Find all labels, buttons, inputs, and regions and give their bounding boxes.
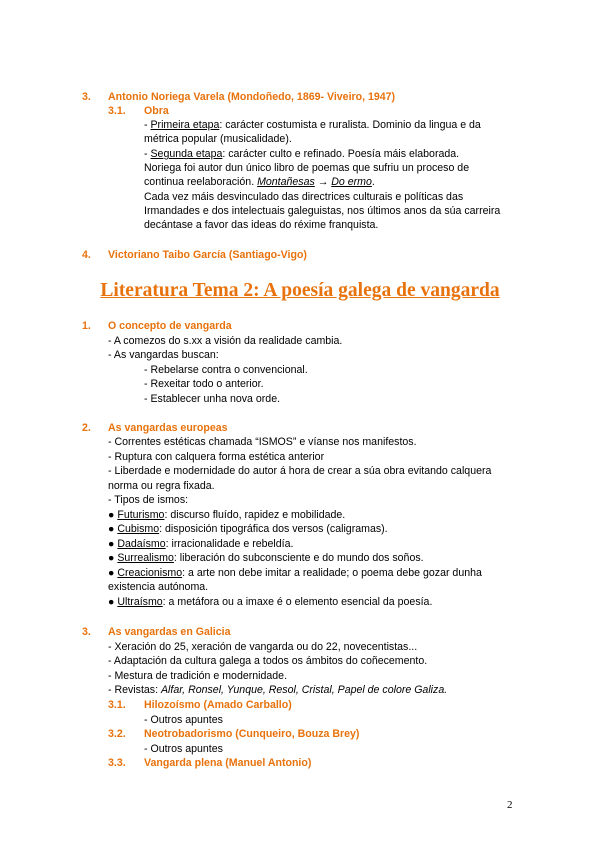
ismo-desc: : disposición tipográfica dos versos (caligramas). [159,523,388,535]
sec3-3-number: 3.3. [108,757,126,769]
sec1-bullet-2: - Rexeitar todo o anterior. [144,378,264,390]
sec2-line-3b: norma ou regra fixada. [108,480,215,492]
ismo-creacionismo [108,566,482,580]
sec2-line-2: - Ruptura con calquera forma estética anterior [108,451,325,463]
ismo-desc: : irracionalidade e rebeldía. [165,538,294,550]
noriega-line-2 [144,175,375,189]
sec1-bullet-1: - Rebelarse contra o convencional. [144,364,308,376]
sec3-2-heading: Neotrobadorismo (Cunqueiro, Bouza Brey) [144,728,360,740]
page-title: Literatura Tema 2: A poesía galega de vangarda [100,280,500,301]
sec2-heading: As vangardas europeas [108,422,228,434]
sec3-1-number: 3.1. [108,699,126,711]
noriega-text: continua reelaboración. [144,176,258,188]
ismo-futurismo [108,508,345,522]
book-montanesas: Montañesas [257,176,315,188]
ismo-name: Futurismo [117,509,165,521]
ismo-name: Ultraísmo [117,596,163,608]
bullet-icon: ● [108,509,118,521]
etapa-1-line: - Primeira etapa: carácter costumista e ruralista. Dominio da lingua e da [144,119,481,131]
sec3-1-heading: Hilozoísmo (Amado Carballo) [144,699,292,711]
sec3-heading: As vangardas en Galicia [108,626,231,638]
bullet-icon: ● [108,523,118,535]
bullet-icon: ● [108,567,118,579]
page-number: 2 [507,799,513,811]
etapa-2-line: - Segunda etapa: carácter culto e refinado. Poesía máis elaborada. [144,148,460,160]
bullet-icon: ● [108,596,118,608]
sec2-line-3a: - Liberdade e modernidade do autor á hora de crear a súa obra evitando calquera [108,465,492,477]
ismo-cubismo [108,522,388,536]
section-3-heading: Antonio Noriega Varela (Mondoñedo, 1869- Viveiro, 1947) [108,91,396,103]
etapa-1-label: Primeira etapa [150,119,220,131]
ismo-name: Creacionismo [117,567,183,579]
sec3-line-3: - Mestura de tradición e modernidade. [108,670,288,682]
sec3-number: 3. [82,626,91,638]
ismo-name: Cubismo [117,523,160,535]
book-do-ermo: Do ermo [331,176,372,188]
ismo-dadaismo [108,537,293,551]
etapa-2-text: : carácter culto e refinado. Poesía máis elaborada. [222,148,460,160]
subsection-3-1-number: 3.1. [108,105,126,117]
sec2-line-1: - Correntes estéticas chamada “ISMOS” e víanse nos manifestos. [108,436,417,448]
sec3-3-heading: Vangarda plena (Manuel Antonio) [144,757,312,769]
cada-line-3: decántase a favor das ideas do réxime franquista. [144,219,379,231]
sec3-line-1: - Xeración do 25, xeración de vangarda ou do 22, novecentistas... [108,641,418,653]
ismo-creacionismo-cont: existencia autónoma. [108,581,209,593]
ismo-desc: : liberación do subconsciente e do mundo dos soños. [173,552,424,564]
etapa-1-text: : carácter costumista e ruralista. Dominio da lingua e da [219,119,481,131]
section-4-number: 4. [82,249,91,261]
arrow-text: → [314,176,332,188]
sec3-line-4 [108,683,447,697]
sec2-number: 2. [82,422,91,434]
ismo-desc: : discurso fluído, rapidez e mobilidade. [164,509,346,521]
sec3-line-2: - Adaptación da cultura galega a todos os ámbitos do coñecemento. [108,655,428,667]
bullet-icon: ● [108,552,118,564]
noriega-line-1: Noriega foi autor dun único libro de poemas que sufriu un proceso de [144,162,470,174]
revistas-list: Alfar, Ronsel, Yunque, Resol, Cristal, Papel de colore Galiza. [160,684,448,696]
sec1-number: 1. [82,320,91,332]
ismo-ultraismo [108,595,432,609]
sec3-2-note: - Outros apuntes [144,743,223,755]
sec1-line-2: - As vangardas buscan: [108,349,219,361]
ismo-name: Dadaísmo [117,538,166,550]
sec1-heading: O concepto de vangarda [108,320,232,332]
etapa-1-cont: métrica popular (musicalidade). [144,133,292,145]
ismo-surrealismo [108,551,424,565]
etapa-2-label: Segunda etapa [150,148,223,160]
sec2-line-4: - Tipos de ismos: [108,494,189,506]
revistas-label: - Revistas: [108,684,161,696]
ismo-desc: : a arte non debe imitar a realidade; o poema debe gozar dunha [182,567,482,579]
sec3-2-number: 3.2. [108,728,126,740]
bullet-icon: ● [108,538,118,550]
period-text: . [371,176,375,188]
cada-line-2: Irmandades e dos intelectuais galeguistas, nos últimos anos da súa carreira [144,205,501,217]
ismo-desc: : a metáfora ou a imaxe é o elemento esencial da poesía. [162,596,433,608]
cada-line-1: Cada vez máis desvinculado das directrices culturais e políticas das [144,191,464,203]
sec1-line-1: - A comezos do s.xx a visión da realidade cambia. [108,335,343,347]
ismo-name: Surrealismo [117,552,174,564]
section-3-number: 3. [82,91,91,103]
sec3-1-note: - Outros apuntes [144,714,223,726]
sec1-bullet-3: - Establecer unha nova orde. [144,393,281,405]
subsection-3-1-heading: Obra [144,105,169,117]
section-4-heading: Victoriano Taibo García (Santiago-Vigo) [108,249,307,261]
